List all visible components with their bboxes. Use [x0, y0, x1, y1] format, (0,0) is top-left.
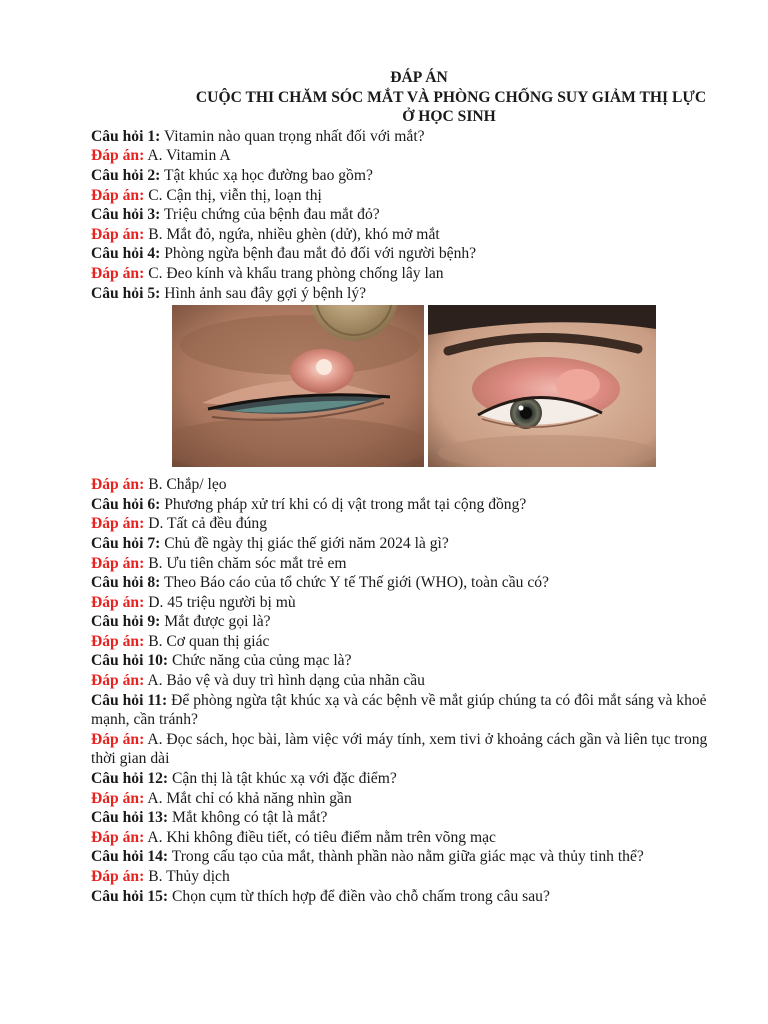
question-text: Chọn cụm từ thích hợp để điền vào chỗ chấm trong câu sau?	[168, 887, 550, 905]
qa-list-after-image	[91, 495, 727, 887]
answer-row	[91, 514, 727, 534]
stye-photo-right	[428, 305, 656, 467]
question-row	[91, 127, 727, 147]
question-row	[91, 284, 727, 304]
answer-row	[91, 264, 727, 284]
answer-label: Đáp án:	[91, 672, 145, 690]
question-row	[91, 612, 727, 632]
answer-row	[91, 867, 727, 887]
question-label: Câu hỏi 11:	[91, 691, 168, 709]
answer-row	[91, 146, 727, 166]
eye-photos	[172, 305, 727, 467]
answer-row	[91, 593, 727, 613]
question-label: Câu hỏi 1:	[91, 127, 161, 145]
answer-label: Đáp án:	[91, 868, 145, 885]
document-title: ĐÁP ÁN	[390, 69, 448, 86]
question-row	[91, 651, 727, 671]
answer-label: Đáp án:	[91, 828, 145, 846]
document-subtitle: CUỘC THI CHĂM SÓC MẮT VÀ PHÒNG CHỐNG SUY GIẢM THỊ LỰC	[195, 88, 707, 106]
question-row	[91, 769, 727, 789]
answer-text: D. 45 triệu người bị mù	[144, 593, 296, 611]
answer-text: B. Cơ quan thị giác	[144, 632, 270, 650]
question-label: Câu hỏi 10:	[91, 652, 169, 670]
question-text: Hình ảnh sau đây gợi ý bệnh lý?	[160, 284, 367, 302]
answer-row	[91, 475, 727, 495]
question-label: Câu hỏi 6:	[91, 495, 161, 513]
document-page	[91, 68, 727, 906]
question-text: Cận thị là tật khúc xạ với đặc điểm?	[168, 770, 397, 788]
question-row	[91, 573, 727, 593]
answer-row	[91, 186, 727, 206]
question-text: Theo Báo cáo của tổ chức Y tế Thế giới (WHO), toàn cầu có?	[160, 574, 549, 592]
question-row	[91, 166, 727, 186]
question-text: Vitamin nào quan trọng nhất đối với mắt?	[160, 127, 425, 145]
answer-text: A. Vitamin A	[144, 147, 231, 165]
answer-label: Đáp án:	[91, 186, 145, 204]
answer-row	[91, 730, 727, 769]
answer-text: A. Đọc sách, học bài, làm việc với máy tính, xem tivi ở khoảng cách gần và liên tục trong thời gian dài	[91, 730, 708, 768]
answer-label: Đáp án:	[91, 632, 145, 650]
question-text: Phòng ngừa bệnh đau mắt đỏ đối với người bệnh?	[160, 245, 477, 263]
document-subtitle-line2: Ở HỌC SINH	[402, 108, 496, 126]
question-row	[91, 534, 727, 554]
question-text: Trong cấu tạo của mắt, thành phần nào nằm giữa giác mạc và thủy tinh thể?	[168, 848, 644, 866]
question-row	[91, 244, 727, 264]
question-label: Câu hỏi 8:	[91, 574, 161, 592]
answer-label: Đáp án:	[91, 593, 145, 611]
question-text: Phương pháp xử trí khi có dị vật trong mắt tại cộng đồng?	[160, 495, 527, 513]
answer-label: Đáp án:	[91, 789, 145, 807]
answer-text: B. Mắt đỏ, ngứa, nhiều ghèn (dử), khó mở mắt	[144, 225, 440, 243]
question-text: Triệu chứng của bệnh đau mắt đỏ?	[160, 206, 380, 224]
question-row	[91, 495, 727, 515]
question-label: Câu hỏi 2:	[91, 166, 161, 184]
answer-text: C. Cận thị, viễn thị, loạn thị	[144, 186, 322, 204]
answer-row	[91, 632, 727, 652]
answer-text: C. Đeo kính và khẩu trang phòng chống lây lan	[144, 264, 444, 282]
answer-row	[91, 671, 727, 691]
answer-text: B. Thủy dịch	[144, 868, 230, 885]
question-row	[91, 808, 727, 828]
question-text: Tật khúc xạ học đường bao gồm?	[160, 166, 373, 184]
question-label: Câu hỏi 9:	[91, 613, 161, 631]
question-label: Câu hỏi 15:	[91, 887, 169, 905]
question-row	[91, 205, 727, 225]
answer-text: A. Mắt chỉ có khả năng nhìn gần	[144, 789, 352, 807]
question-row	[91, 847, 727, 867]
question-text: Chủ đề ngày thị giác thế giới năm 2024 là gì?	[160, 534, 449, 552]
question-label: Câu hỏi 7:	[91, 534, 161, 552]
question-label: Câu hỏi 5:	[91, 284, 161, 302]
stye-photo-left	[172, 305, 424, 467]
answer-label: Đáp án:	[91, 147, 145, 165]
answer-text: B. Ưu tiên chăm sóc mắt trẻ em	[144, 554, 347, 572]
question-row	[91, 887, 727, 907]
answer-label: Đáp án:	[91, 476, 145, 494]
answer-row	[91, 828, 727, 848]
answer-label: Đáp án:	[91, 264, 145, 282]
question-text: Để phòng ngừa tật khúc xạ và các bệnh về mắt giúp chúng ta có đôi mắt sáng và khoẻ mạnh, cần tránh?	[91, 691, 707, 729]
answer-label: Đáp án:	[91, 554, 145, 572]
answer-row	[91, 225, 727, 245]
question-text: Mắt được gọi là?	[160, 613, 271, 631]
question-label: Câu hỏi 13:	[91, 809, 169, 827]
answer-label: Đáp án:	[91, 225, 145, 243]
question-label: Câu hỏi 4:	[91, 245, 161, 263]
question-text: Mắt không có tật là mắt?	[168, 809, 328, 827]
answer-text: A. Khi không điều tiết, có tiêu điểm nằm trên võng mạc	[144, 828, 496, 846]
question-row	[91, 691, 727, 730]
answer-label: Đáp án:	[91, 515, 145, 533]
answer-row	[91, 554, 727, 574]
question-text: Chức năng của củng mạc là?	[168, 652, 352, 670]
question-label: Câu hỏi 14:	[91, 848, 169, 866]
qa-list-before-image	[91, 127, 727, 284]
answer-text: B. Chắp/ lẹo	[144, 476, 227, 494]
answer-text: D. Tất cả đều đúng	[144, 515, 267, 533]
answer-row	[91, 789, 727, 809]
question-label: Câu hỏi 3:	[91, 206, 161, 224]
question-label: Câu hỏi 12:	[91, 770, 169, 788]
answer-label: Đáp án:	[91, 730, 145, 748]
answer-text: A. Bảo vệ và duy trì hình dạng của nhãn cầu	[144, 672, 425, 690]
